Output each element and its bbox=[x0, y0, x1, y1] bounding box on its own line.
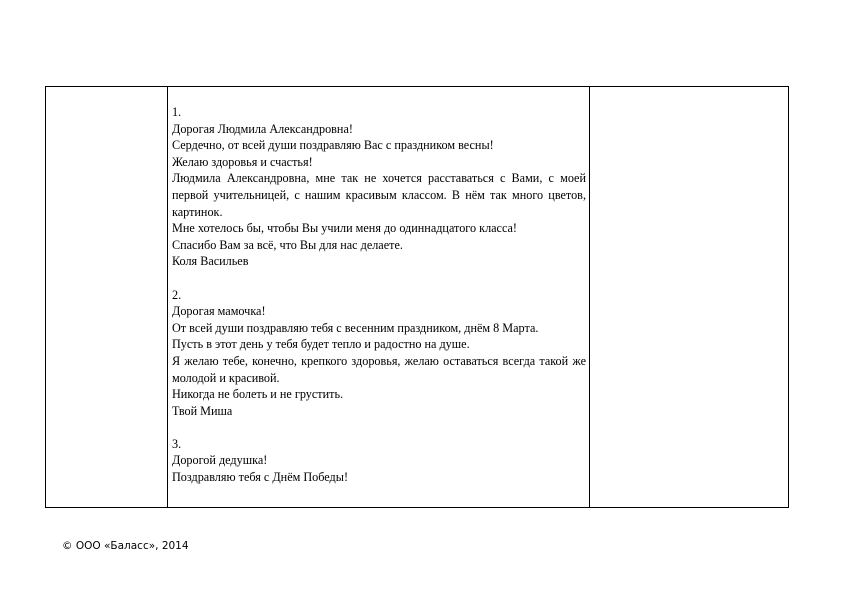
letter-line: Дорогой дедушка! bbox=[172, 453, 268, 468]
right-empty-cell bbox=[590, 87, 789, 508]
table-row bbox=[46, 87, 789, 508]
letter-line: Людмила Александровна, мне так не хочется расставаться с Вами, с моей первой учительницей, с нашим красивым классом. В нём так много цветов, картинок. bbox=[172, 171, 586, 219]
letter-line: Дорогая мамочка! bbox=[172, 304, 266, 319]
letter-2 bbox=[172, 287, 586, 420]
letter-line: Дорогая Людмила Александровна! bbox=[172, 121, 353, 136]
letter-1 bbox=[172, 104, 586, 270]
letter-line: Поздравляю тебя с Днём Победы! bbox=[172, 470, 349, 485]
letter-number: 1. bbox=[172, 105, 182, 119]
copyright-footer: © ООО «Баласс», 2014 bbox=[62, 540, 189, 552]
letter-line: Мне хотелось бы, чтобы Вы учили меня до одиннадцатого класса! bbox=[172, 221, 517, 236]
letter-signature: Твой Миша bbox=[172, 403, 233, 418]
letter-line: Я желаю тебе, конечно, крепкого здоровья, желаю оставаться всегда такой же молодой и красивой. bbox=[172, 353, 586, 385]
document-table bbox=[45, 86, 789, 508]
letter-line: Пусть в этот день у тебя будет тепло и радостно на душе. bbox=[172, 337, 470, 352]
letters-content bbox=[168, 87, 589, 486]
left-empty-cell bbox=[46, 87, 168, 508]
letter-line: Сердечно, от всей души поздравляю Вас с праздником весны! bbox=[172, 138, 494, 153]
letter-line: Спасибо Вам за всё, что Вы для нас делаете. bbox=[172, 237, 403, 252]
letters-cell bbox=[168, 87, 590, 508]
letter-number: 2. bbox=[172, 287, 182, 302]
letter-signature: Коля Васильев bbox=[172, 254, 249, 269]
letter-line: Никогда не болеть и не грустить. bbox=[172, 387, 344, 402]
letter-line: Желаю здоровья и счастья! bbox=[172, 154, 313, 169]
letter-3 bbox=[172, 436, 586, 486]
letter-line: От всей души поздравляю тебя с весенним праздником, днём 8 Марта. bbox=[172, 320, 539, 335]
letter-number: 3. bbox=[172, 436, 182, 451]
